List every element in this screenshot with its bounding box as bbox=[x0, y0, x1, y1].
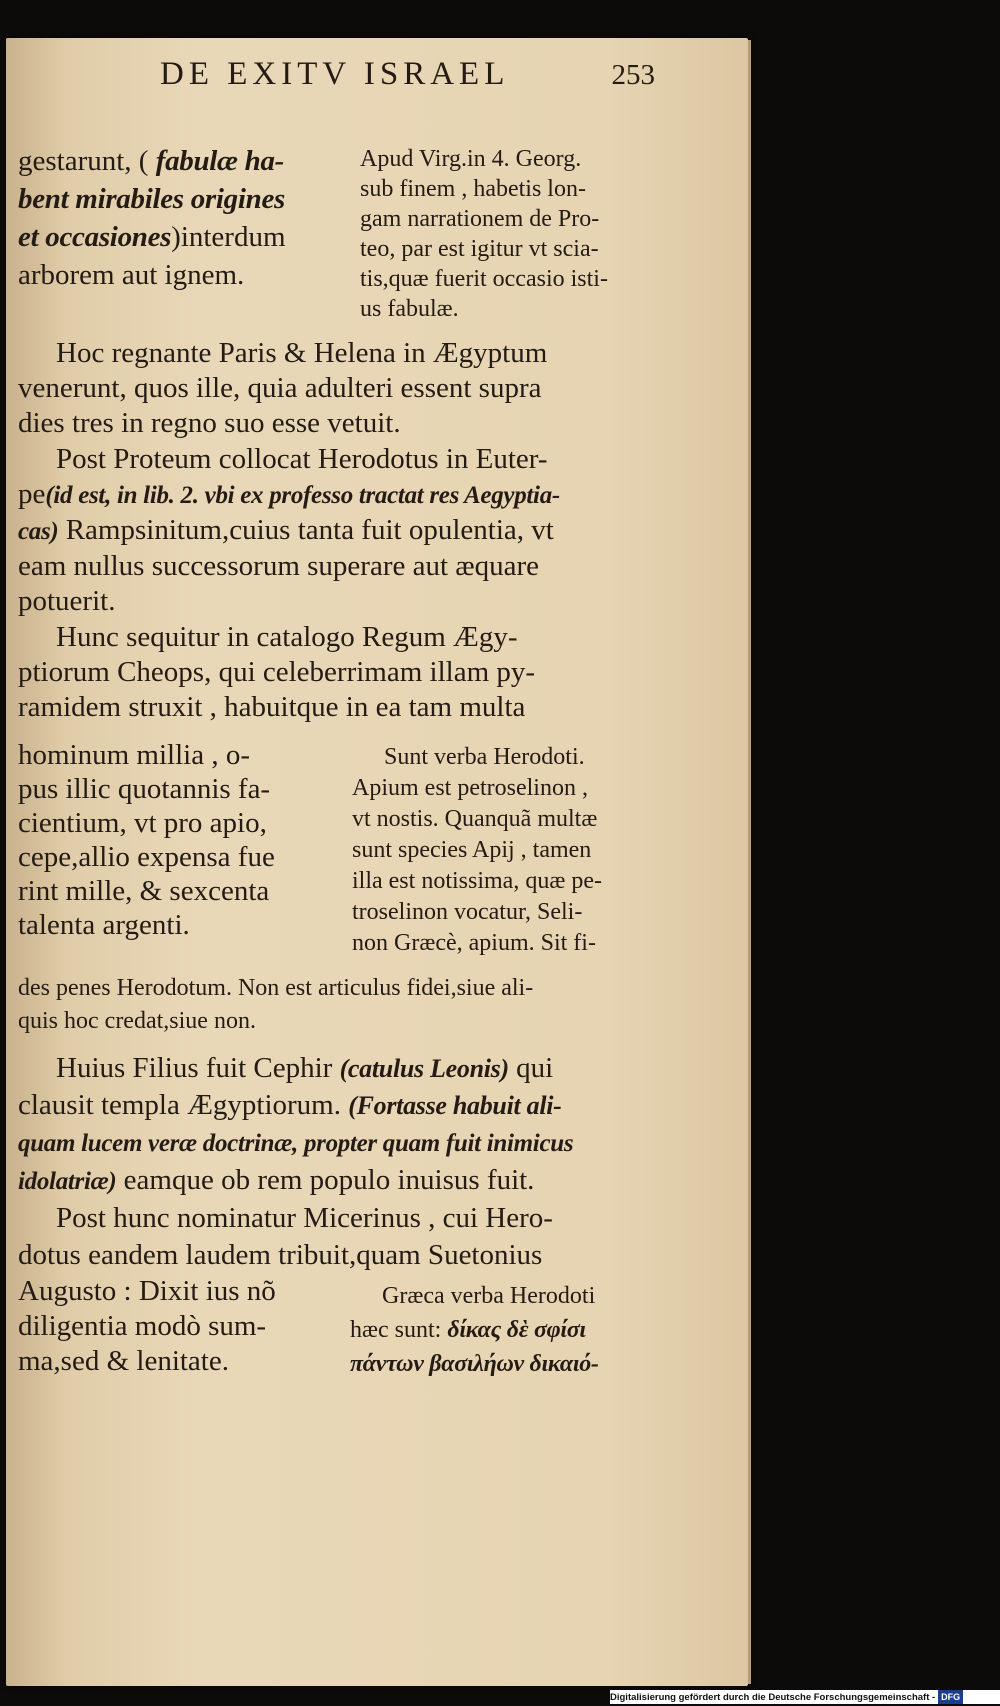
text-line: arborem aut ignem. bbox=[18, 259, 245, 291]
block-2-main bbox=[18, 336, 560, 725]
text-line: gestarunt, ( fabulæ ha- bbox=[18, 145, 285, 177]
page-number: 253 bbox=[611, 59, 655, 91]
note-line: tis,quæ fuerit occasio isti- bbox=[360, 266, 608, 292]
block-3-note-continuation bbox=[18, 972, 533, 1038]
text-line: eam nullus successorum superare aut æquare bbox=[18, 550, 540, 583]
text-line: hominum millia , o- bbox=[18, 739, 250, 771]
text-line: quam lucem veræ doctrinæ, propter quam fuit inimicus bbox=[18, 1130, 574, 1157]
text-line: et occasiones)interdum bbox=[18, 221, 286, 253]
text-line: ramidem struxit , habuitque in ea tam multa bbox=[18, 691, 526, 724]
text-line: ma,sed & lenitate. bbox=[18, 1345, 229, 1377]
text-line: Post hunc nominatur Micerinus , cui Hero- bbox=[56, 1202, 553, 1234]
note-line: vt nostis. Quanquã multæ bbox=[352, 806, 598, 832]
page-edge bbox=[748, 40, 751, 1684]
text-line: potuerit. bbox=[18, 585, 116, 618]
text-line: cepe,allio expensa fue bbox=[18, 841, 275, 873]
dfg-logo: DFG bbox=[938, 1690, 963, 1704]
note-line: Sunt verba Herodoti. bbox=[384, 744, 585, 770]
block-4-main bbox=[18, 1050, 573, 1274]
note-line: troselinon vocatur, Seli- bbox=[352, 899, 583, 925]
note-line: sub finem , habetis lon- bbox=[360, 176, 586, 202]
text-line: talenta argenti. bbox=[18, 909, 190, 941]
text-line: cientium, vt pro apio, bbox=[18, 807, 267, 839]
running-head: DE EXITV ISRAEL bbox=[160, 56, 510, 92]
note-line: hæc sunt: δίκας δὲ σφίσι bbox=[350, 1317, 586, 1343]
note-line: gam narrationem de Pro- bbox=[360, 206, 600, 232]
note-line: πάντων βασιλήων δικαιό- bbox=[350, 1351, 599, 1377]
block-5-side-note bbox=[350, 1279, 599, 1381]
text-line: pus illic quotannis fa- bbox=[18, 773, 271, 805]
text-line: Post Proteum collocat Herodotus in Euter- bbox=[56, 442, 548, 475]
text-line: bent mirabiles origines bbox=[18, 183, 286, 215]
text-line: dotus eandem laudem tribuit,quam Suetonius bbox=[18, 1239, 543, 1271]
digitization-credit bbox=[610, 1690, 1000, 1704]
text-line: dies tres in regno suo esse vetuit. bbox=[18, 407, 401, 440]
note-line: des penes Herodotum. Non est articulus fidei,siue ali- bbox=[18, 975, 534, 1001]
text-line: Hoc regnante Paris & Helena in Ægyptum bbox=[56, 337, 548, 369]
text-line: idolatriæ) eamque ob rem populo inuisus fuit. bbox=[18, 1164, 535, 1196]
text-line: diligentia modò sum- bbox=[18, 1310, 267, 1342]
note-line: sunt species Apij , tamen bbox=[352, 837, 592, 863]
credit-text: Digitalisierung gefördert durch die Deutsche Forschungsgemeinschaft - bbox=[610, 1692, 936, 1703]
block-1-side-note bbox=[360, 144, 608, 324]
note-line: Græca verba Herodoti bbox=[382, 1283, 596, 1309]
block-3-main bbox=[18, 738, 275, 942]
block-1-main bbox=[18, 142, 286, 294]
text-line: pe(id est, in lib. 2. vbi ex professo tractat res Aegyptia- bbox=[18, 477, 560, 510]
text-line: rint mille, & sexcenta bbox=[18, 875, 270, 907]
note-line: illa est notissima, quæ pe- bbox=[352, 868, 602, 894]
note-line: Apium est petroselinon , bbox=[352, 775, 588, 801]
note-line: Apud Virg.in 4. Georg. bbox=[360, 146, 582, 172]
text-line: ptiorum Cheops, qui celeberrimam illam py- bbox=[18, 655, 536, 688]
note-line: teo, par est igitur vt scia- bbox=[360, 236, 599, 262]
note-line: us fabulæ. bbox=[360, 296, 459, 322]
block-3-side-note bbox=[352, 742, 602, 959]
page-header bbox=[160, 56, 655, 96]
text-line: Augusto : Dixit ius nõ bbox=[18, 1275, 276, 1307]
text-line: venerunt, quos ille, quia adulteri essent supra bbox=[18, 372, 542, 405]
text-line: Hunc sequitur in catalogo Regum Ægy- bbox=[56, 620, 518, 653]
note-line: quis hoc credat,siue non. bbox=[18, 1008, 256, 1034]
text-line: cas) Rampsinitum,cuius tanta fuit opulentia, vt bbox=[18, 514, 554, 547]
note-line: non Græcè, apium. Sit fi- bbox=[352, 930, 596, 956]
text-line: Huius Filius fuit Cephir (catulus Leonis) qui bbox=[56, 1052, 554, 1084]
block-5-main bbox=[18, 1274, 276, 1379]
text-line: clausit templa Ægyptiorum. (Fortasse habuit ali- bbox=[18, 1089, 562, 1121]
